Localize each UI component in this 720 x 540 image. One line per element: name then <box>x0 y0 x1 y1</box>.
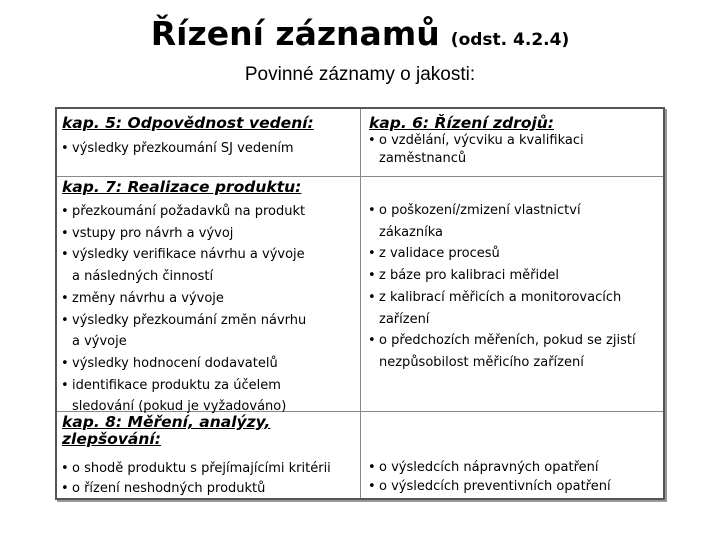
heading-kap8: kap. 8: Měření, analýzy, zlepšování: <box>62 413 271 448</box>
list-item: • o shodě produktu s přejímajícími kritérii <box>61 459 331 479</box>
list-item: • o vzdělání, výcviku a kvalifikaci zaměstnanců <box>368 132 584 168</box>
heading-kap5: kap. 5: Odpovědnost vedení: <box>62 114 314 132</box>
list-item: • výsledky přezkoumání změn návrhu a vývoje <box>61 310 306 353</box>
list-item: • o řízení neshodných produktů <box>61 479 331 499</box>
list-kap6 <box>368 132 584 168</box>
title-section-ref: (odst. 4.2.4) <box>450 30 570 50</box>
subtitle: Povinné záznamy o jakosti: <box>244 64 476 85</box>
list-item: • o předchozích měřeních, pokud se zjistí nezpůsobilost měřicího zařízení <box>368 330 636 373</box>
heading-kap6: kap. 6: Řízení zdrojů: <box>369 114 555 132</box>
list-kap7-right <box>368 200 636 374</box>
records-table <box>55 107 665 500</box>
list-item: • výsledky přezkoumání SJ vedením <box>61 138 294 160</box>
list-item: • změny návrhu a vývoje <box>61 288 306 310</box>
heading-kap7: kap. 7: Realizace produktu: <box>62 178 302 196</box>
list-item: • přezkoumání požadavků na produkt <box>61 201 306 223</box>
list-item: • z validace procesů <box>368 243 636 265</box>
list-item: • identifikace produktu za účelem sledování (pokud je vyžadováno) <box>61 375 306 418</box>
list-item: • z báze pro kalibraci měřidel <box>368 265 636 287</box>
list-kap5 <box>61 138 294 160</box>
list-item: • o poškození/zmizení vlastnictví zákazníka <box>368 200 636 243</box>
list-kap7-left <box>61 201 306 418</box>
list-item: • o výsledcích preventivních opatření <box>368 477 611 496</box>
page-title <box>0 14 720 53</box>
column-divider <box>360 109 361 498</box>
list-item: • o výsledcích nápravných opatření <box>368 458 611 477</box>
list-item: • z kalibrací měřicích a monitorovacích zařízení <box>368 287 636 330</box>
list-item: • výsledky hodnocení dodavatelů <box>61 353 306 375</box>
list-item: • výsledky verifikace návrhu a vývoje a následných činností <box>61 244 306 287</box>
list-item: • vstupy pro návrh a vývoj <box>61 223 306 245</box>
title-main: Řízení záznamů <box>150 14 440 53</box>
list-kap8-right <box>368 458 611 496</box>
list-kap8-left <box>61 459 331 499</box>
